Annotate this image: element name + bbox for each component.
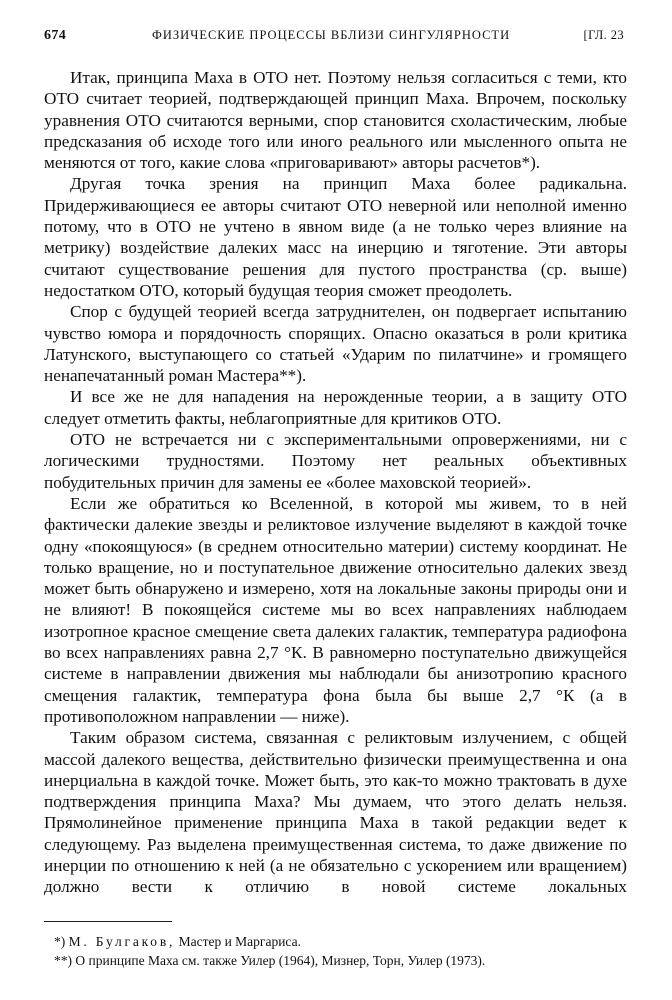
paragraph-4: И все же не для нападения на нерожденные теории, а в защиту ОТО следует отметить факты, неблагоприятные для критиков ОТО. (44, 387, 627, 428)
footnote-1-mark: *) (54, 934, 66, 949)
paragraph-5: ОТО не встречается ни с экспериментальными опровержениями, ни с логическими трудностями. Поэтому нет реальных объективных побудительных причин для замены ее «более маховской теорией». (44, 430, 627, 492)
footnote-1 (54, 932, 644, 951)
footnote-2 (54, 951, 644, 970)
footnote-1-title: Мастер и Маргариса. (178, 934, 301, 949)
chapter-label: [ГЛ. 23 (583, 28, 624, 42)
page-number: 674 (44, 28, 67, 43)
paragraph-7: Таким образом система, связанная с реликтовым излучением, с общей массой далекого вещества, действительно физически преимущественна и она инерциальна в каждой точке. Может быть, это как-то можно трактовать в духе подтверждения принципа Маха? Мы думаем, что этого делать нельзя. Прямолинейное применение принципа Маха в такой редакции ведет к следующему. Раз выделена преимущественная система, то даже движение по инерции по отношению к ней (а не обязательно с ускорением или вращением) должно вести к отличию в новой системе локальных (44, 728, 627, 897)
paragraph-2: Другая точка зрения на принцип Маха более радикальна. Придерживающиеся ее авторы считают ОТО неверной или неполной именно потому, что в ОТО не учтено в явном виде (а не только через влияние на метрику) воздействие далеких масс на инерцию и тяготение. Эти авторы считают существование решения для пустого пространства (ср. выше) недостатком ОТО, который будущая теория сможет преодолеть. (44, 174, 627, 300)
footnote-2-mark: **) (54, 953, 72, 968)
paragraph-3: Спор с будущей теорией всегда затруднителен, он подвергает испытанию чувство юмора и порядочность спорящих. Опасно оказаться в роли критика Латунского, выступающего со статьей «Ударим по пилатчине» и громящего ненапечатанный роман Мастера**). (44, 302, 627, 386)
footnote-2-text: О принципе Маха см. также Уилер (1964), Мизнер, Торн, Уилер (1973). (75, 953, 486, 968)
page-header (44, 28, 624, 52)
footnote-divider (44, 921, 172, 922)
running-title: ФИЗИЧЕСКИЕ ПРОЦЕССЫ ВБЛИЗИ СИНГУЛЯРНОСТИ (152, 28, 511, 42)
paragraph-1: Итак, принципа Маха в ОТО нет. Поэтому нельзя согласиться с теми, кто ОТО считает теорией, подтверждающей принцип Маха. Впрочем, поскольку уравнения ОТО считаются верными, спор становится схоластическим, любые предсказания об исходе того или иного реального или мысленного опыта не меняются от того, какие слова «приговаривают» авторы расчетов*). (44, 68, 627, 173)
paragraph-6: Если же обратиться ко Вселенной, в которой мы живем, то в ней фактически далекие звезды и реликтовое излучение выделяют в каждой точке одну «покоящуюся» (в среднем относительно материи) систему координат. Не только вращение, но и поступательное движение относительно далеких звезд может быть обнаружено и измерено, хотя на локальные законы природы они и не влияют! В покоящейся системе мы во всех направлениях наблюдаем изотропное красное смещение света далеких галактик, температура радиофона во всех направлениях равна 2,7 °К. В равномерно поступательно движущейся системе в направлении движения мы наблюдали бы анизотропию красного смещения галактик, температура фона была бы выше 2,7 °К (а в противоположном направлении — ниже). (44, 493, 627, 726)
footnote-1-author: М. Булгаков, (68, 934, 176, 949)
body-text (44, 67, 627, 898)
